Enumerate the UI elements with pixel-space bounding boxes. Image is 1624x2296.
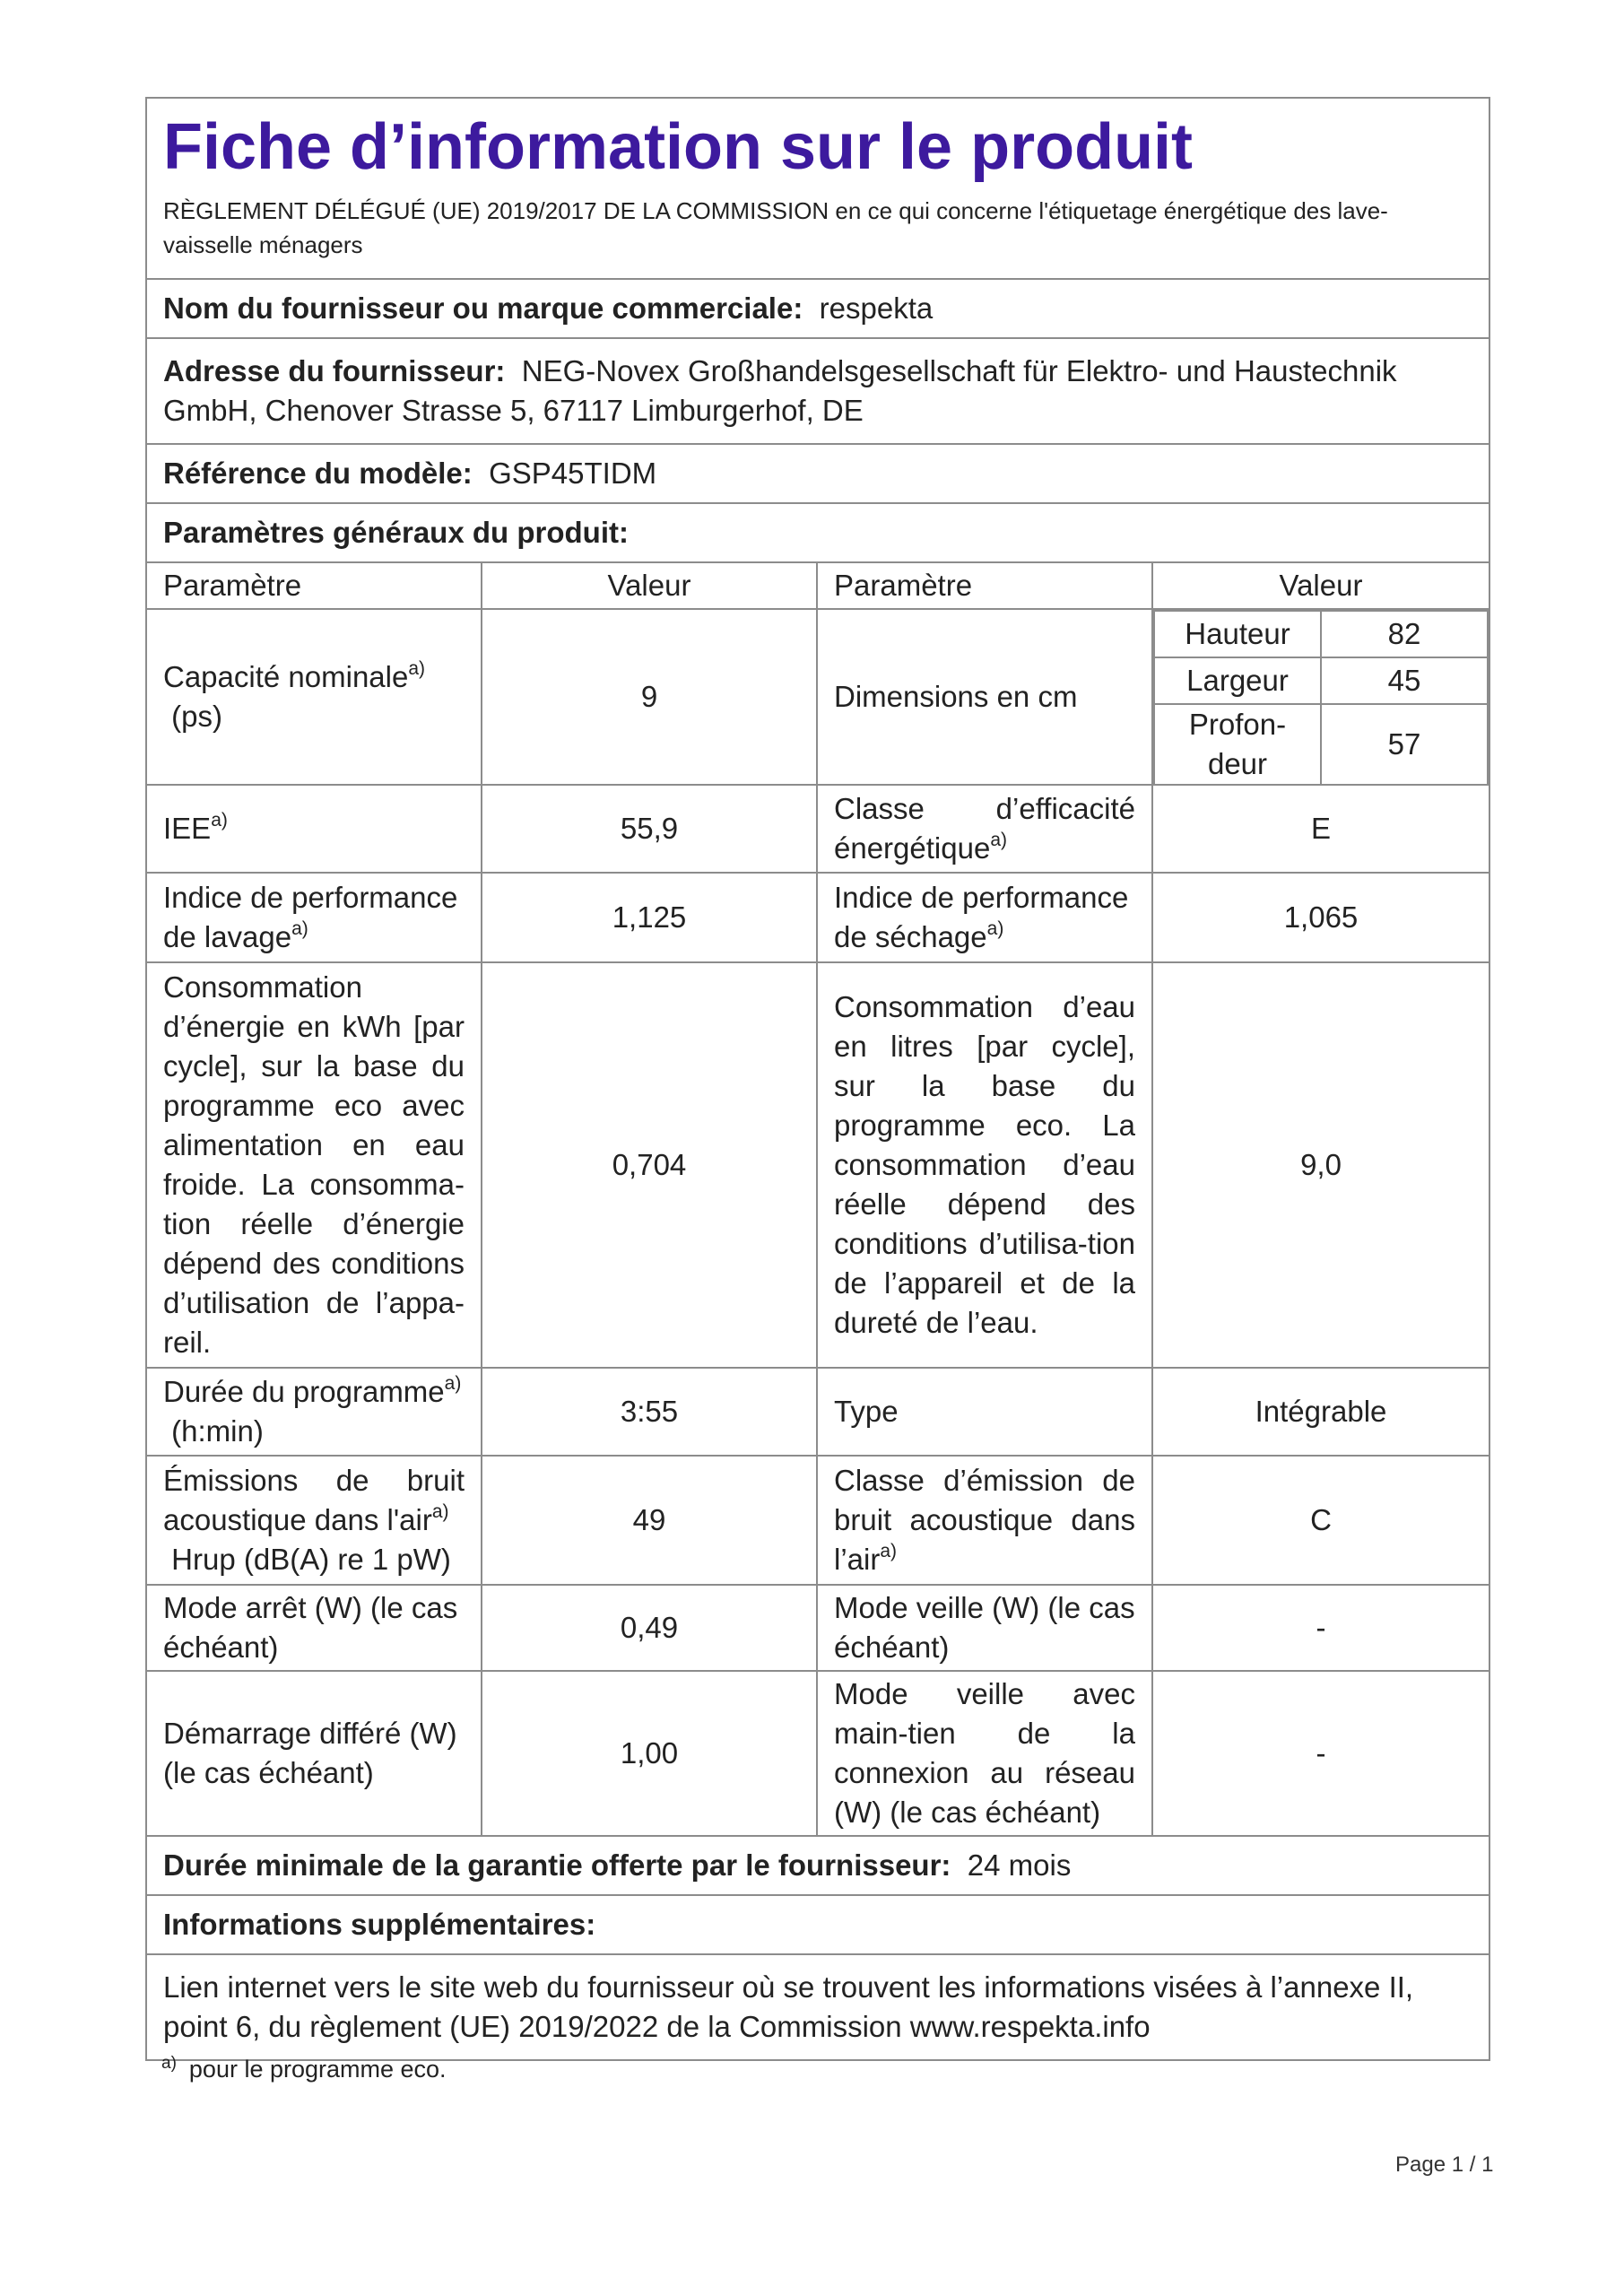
- footnote: [161, 2056, 447, 2083]
- noise-emissions-label: Émissions de bruit acoustique dans l'air: [163, 1464, 465, 1536]
- type-label: Type: [817, 1368, 1152, 1456]
- washing-index-label-cell: [146, 873, 482, 962]
- efficiency-class-label-cell: [817, 785, 1152, 873]
- networked-standby-value: -: [1152, 1671, 1489, 1836]
- footnote-text: pour le programme eco.: [188, 2056, 447, 2083]
- footnote-mark: a): [990, 830, 1008, 850]
- off-mode-label: Mode arrêt (W) (le cas échéant): [146, 1585, 482, 1671]
- warranty-label: Durée minimale de la garantie offerte par le fournisseur:: [163, 1848, 951, 1882]
- capacity-label: Capacité nominale: [163, 660, 409, 693]
- footnote-mark: a): [444, 1373, 462, 1394]
- water-consumption-label: Consommation d’eau en litres [par cycle], sur la base du programme eco. La consommation d’eau réelle dépend des conditions d’utilisa-tion de l’appareil et de la dureté de l’eau.: [817, 962, 1152, 1368]
- programme-duration-value: 3:55: [482, 1368, 817, 1456]
- standby-mode-value: -: [1152, 1585, 1489, 1671]
- noise-emissions-value: 49: [482, 1456, 817, 1585]
- iee-value: 55,9: [482, 785, 817, 873]
- footnote-mark: a): [161, 2054, 177, 2073]
- capacity-unit: (ps): [171, 700, 223, 733]
- address-label: Adresse du fournisseur:: [163, 354, 506, 387]
- efficiency-class-label: Classe d’efficacité énergétique: [834, 792, 1135, 865]
- width-value: 45: [1321, 657, 1488, 704]
- header-parameter-1: Paramètre: [146, 562, 482, 609]
- address-value: NEG-Novex Großhandelsgesellschaft für Elektro- und Haustechnik GmbH, Chenover Strasse 5, 67117 Limburgerhof, DE: [163, 354, 1397, 427]
- header-value-1: Valeur: [482, 562, 817, 609]
- supplier-website-text: Lien internet vers le site web du fournisseur où se trouvent les informations visées à l’annexe II, point 6, du règlement (UE) 2019/2022 de la Commission www.respekta.info: [146, 1954, 1489, 2060]
- additional-info-heading: Informations supplémentaires:: [146, 1895, 1489, 1954]
- product-information-sheet: [145, 97, 1489, 2061]
- height-value: 82: [1321, 611, 1488, 657]
- programme-duration-label: Durée du programme: [163, 1375, 445, 1408]
- dimensions-table: [1153, 610, 1489, 784]
- page-number: Page 1 / 1: [1395, 2152, 1494, 2177]
- dimensions-label: Dimensions en cm: [817, 609, 1152, 785]
- off-mode-value: 0,49: [482, 1585, 817, 1671]
- capacity-label-cell: [146, 609, 482, 785]
- washing-index-label: Indice de performance de lavage: [163, 881, 458, 953]
- header-cell: [146, 98, 1489, 279]
- energy-consumption-label: Consommation d’énergie en kWh [par cycle], sur la base du programme eco avec alimentation en eau froide. La consomma-tion réelle d’énergie dépend des conditions d’utilisation de l’appa-reil.: [146, 962, 482, 1368]
- model-value: GSP45TIDM: [489, 457, 657, 490]
- washing-index-value: 1,125: [482, 873, 817, 962]
- regulation-reference: RÈGLEMENT DÉLÉGUÉ (UE) 2019/2017 DE LA COMMISSION en ce qui concerne l'étiquetage énergétique des lave-vaisselle ménagers: [163, 197, 1388, 258]
- supplier-row: [146, 279, 1489, 338]
- noise-emissions-unit: Hrup (dB(A) re 1 pW): [171, 1543, 451, 1576]
- address-row: [146, 338, 1489, 444]
- footnote-mark: a): [211, 810, 228, 831]
- fiche-table: [145, 97, 1490, 2061]
- noise-emissions-label-cell: [146, 1456, 482, 1585]
- header-value-2: Valeur: [1152, 562, 1489, 609]
- efficiency-class-value: E: [1152, 785, 1489, 873]
- footnote-mark: a): [408, 658, 426, 679]
- drying-index-value: 1,065: [1152, 873, 1489, 962]
- energy-consumption-value: 0,704: [482, 962, 817, 1368]
- warranty-row: [146, 1836, 1489, 1895]
- iee-label-cell: [146, 785, 482, 873]
- footnote-mark: a): [431, 1501, 449, 1522]
- page-title: Fiche d’information sur le produit: [163, 111, 1194, 183]
- iee-label: IEE: [163, 812, 212, 845]
- type-value: Intégrable: [1152, 1368, 1489, 1456]
- dimensions-cell: [1152, 609, 1489, 785]
- standby-mode-label: Mode veille (W) (le cas échéant): [817, 1585, 1152, 1671]
- noise-class-label: Classe d’émission de bruit acoustique dans l’air: [834, 1464, 1135, 1576]
- depth-label: Profon-deur: [1154, 704, 1321, 784]
- delay-start-value: 1,00: [482, 1671, 817, 1836]
- water-consumption-value: 9,0: [1152, 962, 1489, 1368]
- model-row: [146, 444, 1489, 503]
- general-parameters-heading: Paramètres généraux du produit:: [146, 503, 1489, 562]
- footnote-mark: a): [880, 1541, 898, 1561]
- drying-index-label-cell: [817, 873, 1152, 962]
- header-parameter-2: Paramètre: [817, 562, 1152, 609]
- delay-start-label: Démarrage différé (W) (le cas échéant): [146, 1671, 482, 1836]
- footnote-mark: a): [986, 918, 1004, 939]
- model-label: Référence du modèle:: [163, 457, 473, 490]
- height-label: Hauteur: [1154, 611, 1321, 657]
- drying-index-label: Indice de performance de séchage: [834, 881, 1129, 953]
- programme-duration-label-cell: [146, 1368, 482, 1456]
- noise-class-label-cell: [817, 1456, 1152, 1585]
- programme-duration-unit: (h:min): [171, 1414, 264, 1448]
- noise-class-value: C: [1152, 1456, 1489, 1585]
- width-label: Largeur: [1154, 657, 1321, 704]
- networked-standby-label: Mode veille avec main-tien de la connexion au réseau (W) (le cas échéant): [817, 1671, 1152, 1836]
- supplier-label: Nom du fournisseur ou marque commerciale:: [163, 291, 803, 325]
- depth-value: 57: [1321, 704, 1488, 784]
- capacity-value: 9: [482, 609, 817, 785]
- warranty-value: 24 mois: [967, 1848, 1072, 1882]
- footnote-mark: a): [291, 918, 308, 939]
- supplier-value: respekta: [819, 291, 934, 325]
